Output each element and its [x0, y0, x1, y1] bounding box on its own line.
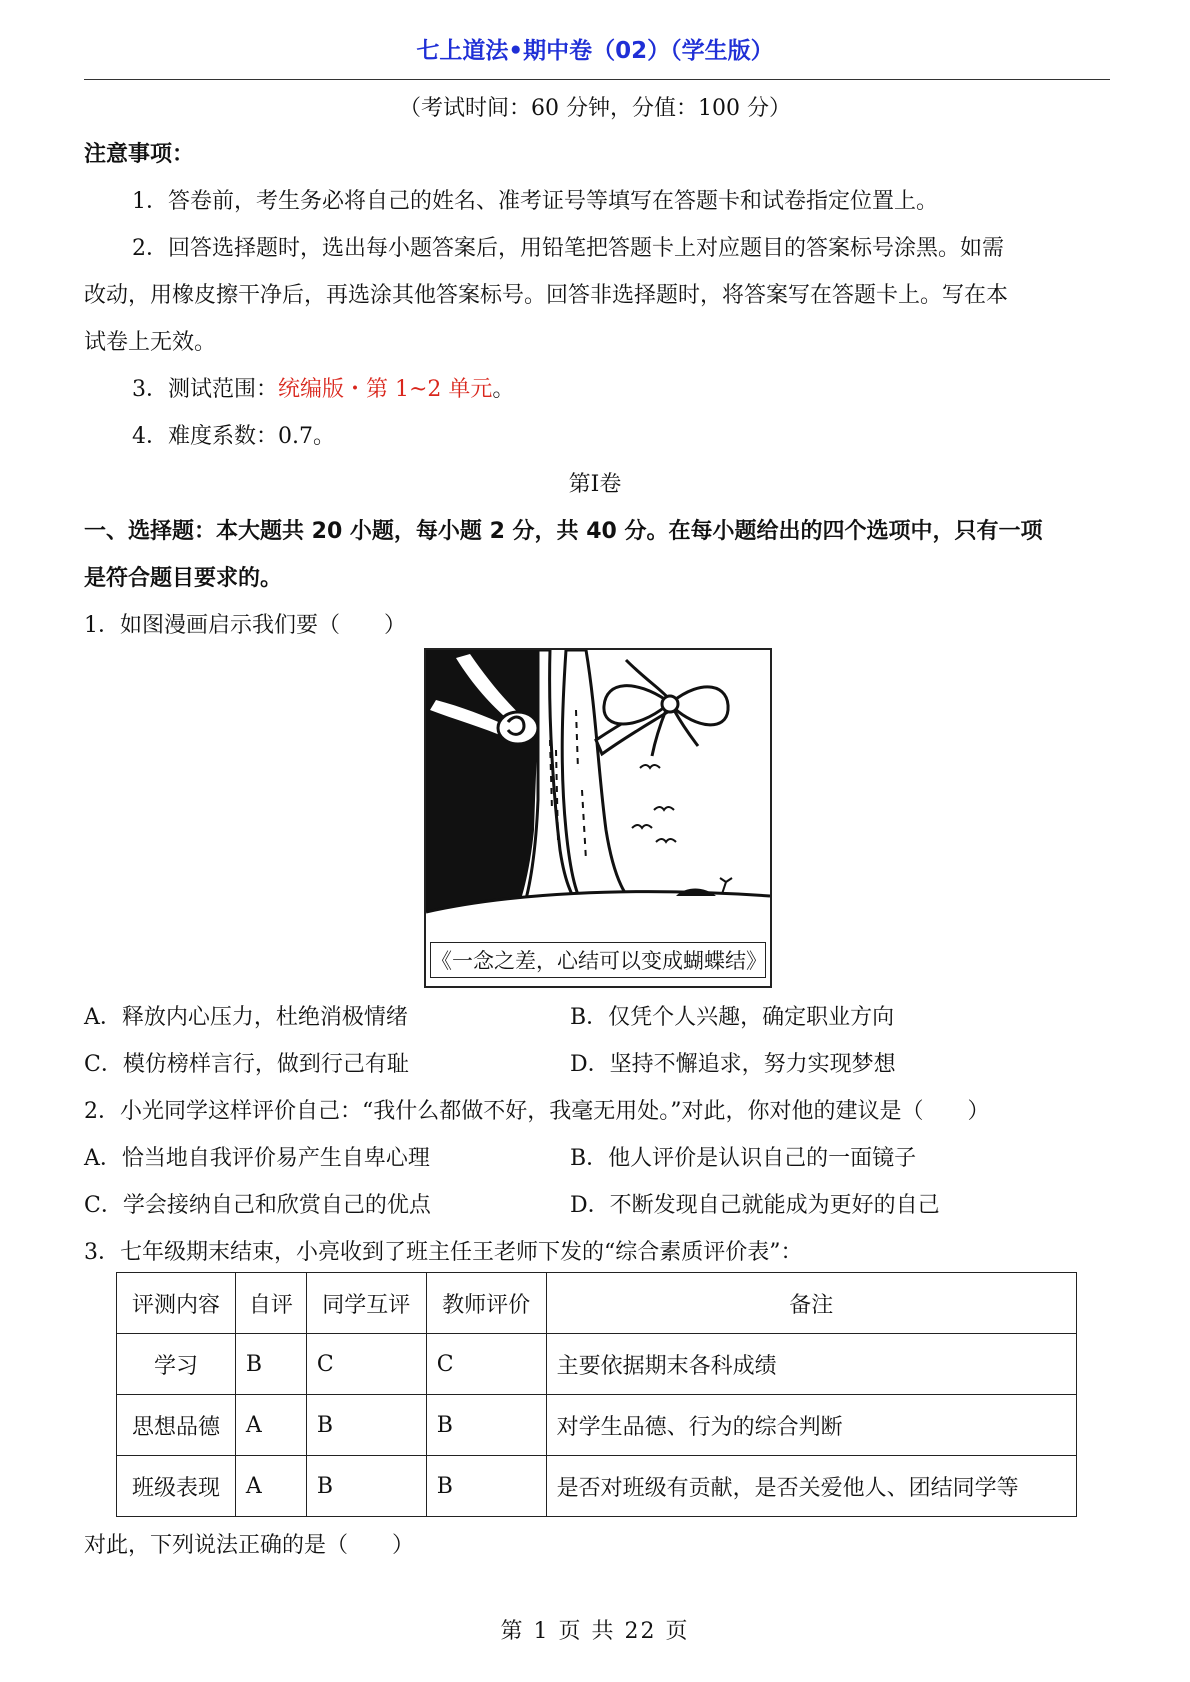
test-scope: 统编版・第 1~2 单元: [278, 377, 493, 402]
note-item-2-line-2: 改动，用橡皮擦干净后，再选涂其他答案标号。回答非选择题时，将答案写在答题卡上。写在本: [84, 283, 1009, 308]
table-header-cell: 教师评价: [426, 1273, 546, 1334]
note-item-3-end: 。: [492, 377, 515, 402]
note-item-2-line-1: 2．回答选择题时，选出每小题答案后，用铅笔把答题卡上对应题目的答案标号涂黑。如需: [132, 236, 1005, 261]
note-item-1: 1．答卷前，考生务必将自己的姓名、准考证号等填写在答题卡和试卷指定位置上。: [132, 189, 938, 214]
note-item-4: 4．难度系数：0.7。: [132, 424, 335, 449]
page-footer: 第 1 页 共 22 页: [500, 1619, 690, 1644]
q2-option-b[interactable]: B．他人评价是认识自己的一面镜子: [570, 1146, 917, 1171]
table-cell: B: [426, 1456, 546, 1517]
table-header-cell: 自评: [235, 1273, 306, 1334]
note-item-2-line-3: 试卷上无效。: [84, 330, 217, 355]
table-cell: 主要依据期末各科成绩: [546, 1334, 1076, 1395]
table-cell: 班级表现: [117, 1456, 236, 1517]
table-cell: C: [306, 1334, 426, 1395]
q1-option-c[interactable]: C．模仿榜样言行，做到行己有耻: [84, 1052, 409, 1077]
q2-option-c[interactable]: C．学会接纳自己和欣赏自己的优点: [84, 1193, 431, 1218]
comic-image: [424, 648, 772, 988]
note-item-3: [132, 375, 514, 405]
table-row: [117, 1456, 1077, 1517]
table-cell: 思想品德: [117, 1395, 236, 1456]
q1-option-b[interactable]: B．仅凭个人兴趣，确定职业方向: [570, 1005, 895, 1030]
table-cell: C: [426, 1334, 546, 1395]
table-cell: B: [235, 1334, 306, 1395]
table-cell: 是否对班级有贡献，是否关爱他人、团结同学等: [546, 1456, 1076, 1517]
q1-option-a[interactable]: A．释放内心压力，杜绝消极情绪: [84, 1005, 408, 1030]
q2-stem: 2．小光同学这样评价自己：“我什么都做不好，我毫无用处。”对此，你对他的建议是（ ）: [84, 1099, 990, 1124]
comic-tree-illustration: [426, 650, 770, 942]
table-header-cell: 评测内容: [117, 1273, 236, 1334]
q1-option-d[interactable]: D．坚持不懈追求，努力实现梦想: [570, 1052, 896, 1077]
table-cell: A: [235, 1395, 306, 1456]
table-cell: A: [235, 1456, 306, 1517]
header-rule: [84, 79, 1110, 80]
header-title: 七上道法•期中卷（02）（学生版）: [416, 38, 774, 64]
table-cell: 学习: [117, 1334, 236, 1395]
q3-follow-up: 对此，下列说法正确的是（ ）: [84, 1533, 415, 1558]
section-heading-line-1: 一、选择题：本大题共 20 小题，每小题 2 分，共 40 分。在每小题给出的四个选项中，只有一项: [84, 519, 1043, 544]
exam-info: （考试时间：60 分钟，分值：100 分）: [399, 96, 791, 121]
table-header-cell: 同学互评: [306, 1273, 426, 1334]
evaluation-table: [116, 1272, 1077, 1517]
section-heading-line-2: 是符合题目要求的。: [84, 566, 283, 591]
note-item-3-label: 3．测试范围：: [132, 377, 278, 402]
q2-option-d[interactable]: D．不断发现自己就能成为更好的自己: [570, 1193, 940, 1218]
table-cell: B: [306, 1395, 426, 1456]
table-row: [117, 1334, 1077, 1395]
table-cell: B: [306, 1456, 426, 1517]
q3-stem: 3．七年级期末结束，小亮收到了班主任王老师下发的“综合素质评价表”：: [84, 1240, 803, 1265]
volume-label: 第Ⅰ卷: [568, 472, 622, 497]
notes-title: 注意事项：: [84, 142, 195, 167]
table-header-cell: 备注: [546, 1273, 1076, 1334]
comic-caption: 《一念之差，心结可以变成蝴蝶结》: [430, 942, 766, 978]
table-cell: B: [426, 1395, 546, 1456]
q2-option-a[interactable]: A．恰当地自我评价易产生自卑心理: [84, 1146, 430, 1171]
q1-stem: 1．如图漫画启示我们要（ ）: [84, 613, 406, 638]
table-row: [117, 1395, 1077, 1456]
table-cell: 对学生品德、行为的综合判断: [546, 1395, 1076, 1456]
table-header-row: [117, 1273, 1077, 1334]
